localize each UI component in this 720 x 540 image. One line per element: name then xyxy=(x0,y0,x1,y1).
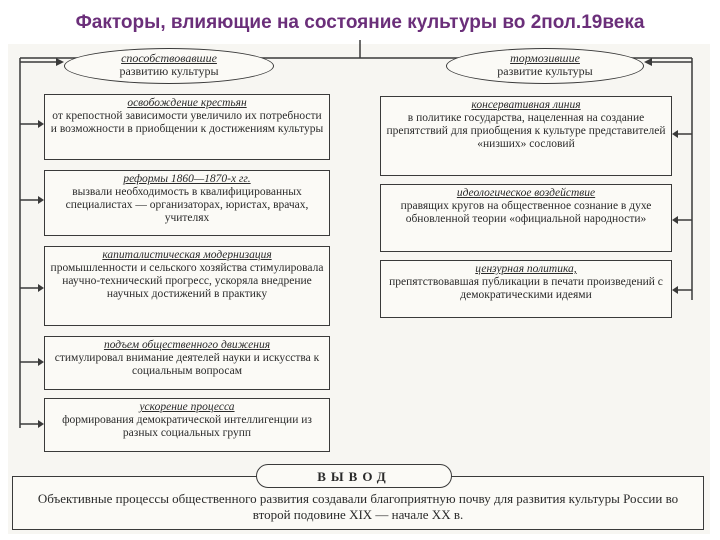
left-factor-body: стимулировал внимание деятелей науки и искусства к социальным вопросам xyxy=(54,352,320,377)
right-factor-body: правящих кругов на общественное сознание в духе обновленной теории «официальной народности» xyxy=(400,200,652,225)
left-factor-box xyxy=(44,336,330,390)
left-factor-box xyxy=(44,94,330,160)
right-header-head: тормозившие xyxy=(510,51,580,65)
left-factor-body: промышленности и сельского хозяйства стимулировала научно-технический прогресс, ускоряла внедрение научных достижений в практику xyxy=(50,262,324,300)
left-factor-head: ускорение процесса xyxy=(139,401,235,413)
right-factor-box xyxy=(380,260,672,318)
conclusion-label: ВЫВОД xyxy=(256,464,452,488)
right-factor-body: в политике государства, нацеленная на создание препятствий для приобщения к культуре представителей «низших» сословий xyxy=(386,112,666,150)
right-header-oval xyxy=(446,48,644,84)
left-factor-box xyxy=(44,170,330,236)
left-factor-head: капиталистическая модернизация xyxy=(102,249,272,261)
right-factor-head: консервативная линия xyxy=(471,99,581,111)
left-factor-box xyxy=(44,398,330,452)
left-factor-body: вызвали необходимость в квалифицированных специалистах — организаторах, юристах, врачах, учителях xyxy=(65,186,309,224)
left-factor-body: формирования демократической интеллигенции из разных социальных групп xyxy=(62,414,312,439)
left-factor-body: от крепостной зависимости увеличило их потребности и возможности в приобщении к достижениям культуры xyxy=(50,110,324,135)
right-factor-head: идеологическое воздействие xyxy=(456,187,596,199)
right-factor-head: цензурная политика, xyxy=(475,263,577,275)
left-factor-head: освобождение крестьян xyxy=(127,97,247,109)
left-header-oval xyxy=(64,48,274,84)
right-factor-box xyxy=(380,96,672,176)
left-factor-head: реформы 1860—1870-х гг. xyxy=(123,173,251,185)
page-title: Факторы, влияющие на состояние культуры во 2пол.19века xyxy=(75,12,645,33)
left-header-head: способствовавшие xyxy=(121,51,217,65)
left-factor-box xyxy=(44,246,330,326)
right-factor-box xyxy=(380,184,672,252)
left-header-body: развитию культуры xyxy=(119,64,219,78)
left-factor-head: подъем общественного движения xyxy=(103,339,271,351)
conclusion-text: Объективные процессы общественного развития создавали благоприятную почву для развития культуры России во второй подовине XIX — начале XX в. xyxy=(37,491,679,522)
right-header-body: развитие культуры xyxy=(497,64,593,78)
right-factor-body: препятствовавшая публикации в печати произведений с демократическими идеями xyxy=(389,276,663,301)
